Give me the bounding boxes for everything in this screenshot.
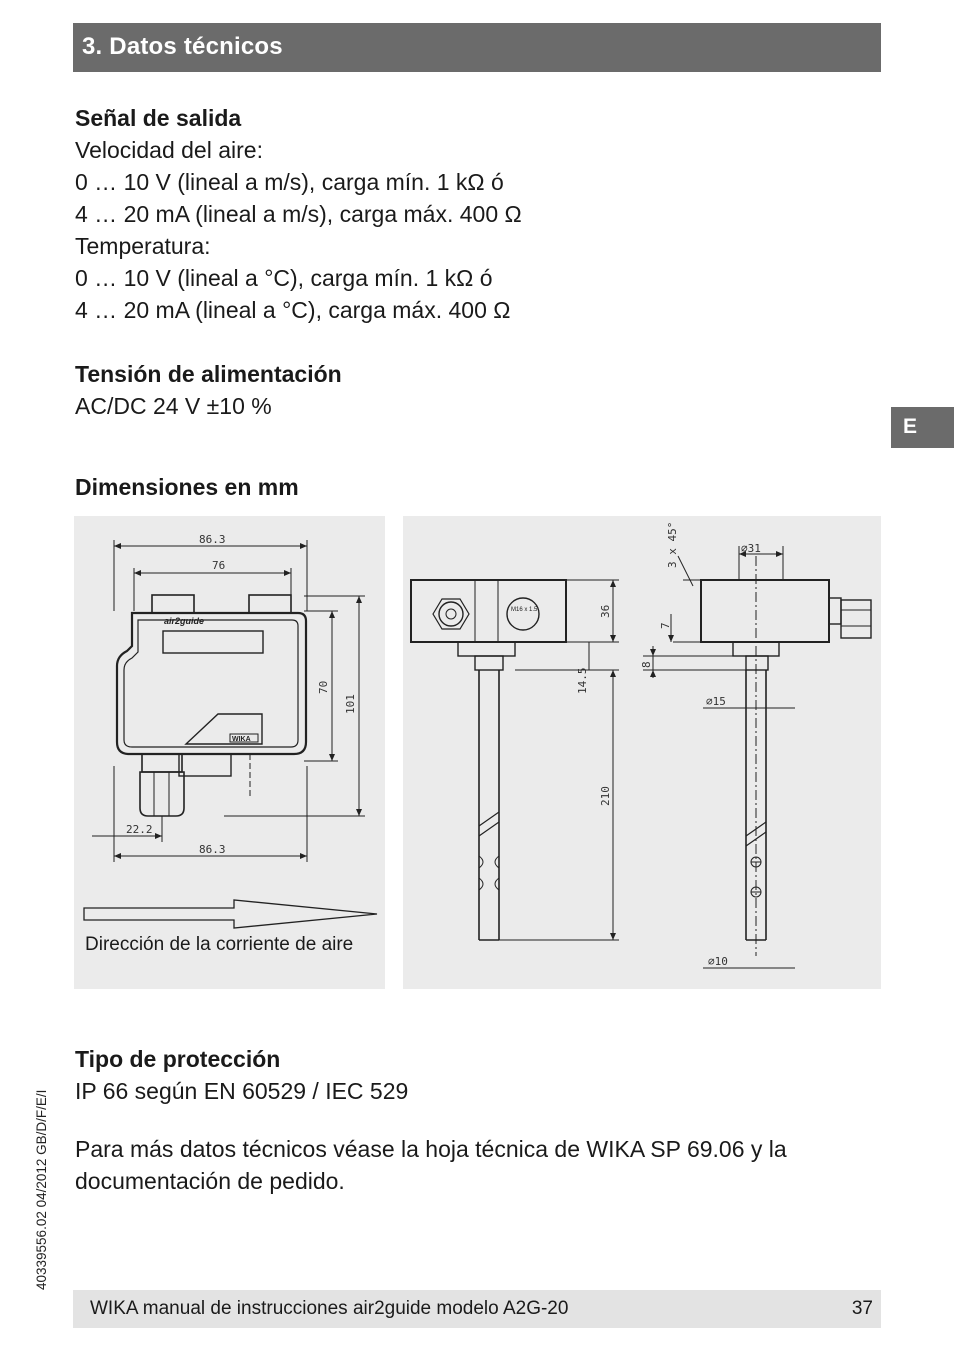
dim-height-101: 101 — [344, 694, 357, 714]
dim-gland: 22.2 — [126, 823, 153, 836]
air-flow-caption: Dirección de la corriente de aire — [85, 934, 354, 955]
section-header — [73, 23, 881, 72]
document-code: 40339556.02 04/2012 GB/D/F/E/I — [34, 1089, 49, 1290]
dim-dia-15: ⌀15 — [706, 695, 726, 708]
dim-width-inner: 76 — [212, 559, 226, 572]
footer-text: WIKA manual de instrucciones air2guide modelo A2G-20 — [90, 1298, 569, 1319]
supply-section — [75, 358, 342, 422]
output-signal-heading: Señal de salida — [75, 105, 242, 131]
supply-heading: Tensión de alimentación — [75, 361, 342, 387]
side-view-drawing — [403, 516, 881, 989]
dimensions-heading: Dimensiones en mm — [75, 474, 299, 500]
dim-width-total: 86.3 — [199, 533, 226, 546]
front-view-drawing — [74, 516, 385, 989]
more-info-line: documentación de pedido. — [75, 1168, 345, 1194]
dim-36: 36 — [599, 604, 612, 618]
page-number: 37 — [851, 1298, 873, 1319]
dimensions-section — [75, 471, 299, 503]
output-signal-section — [75, 102, 522, 326]
thread-label: M16 x 1.5 — [511, 607, 538, 613]
dim-8: 8 — [640, 661, 653, 668]
output-signal-line: 4 … 20 mA (lineal a °C), carga máx. 400 Ω — [75, 297, 511, 323]
dim-210: 210 — [599, 786, 612, 806]
dim-dia-10: ⌀10 — [708, 955, 728, 968]
dim-height-70: 70 — [317, 680, 330, 694]
supply-value: AC/DC 24 V ±10 % — [75, 393, 272, 419]
footer-bar — [73, 1290, 881, 1328]
wika-logo: WIKA — [232, 736, 251, 743]
dim-14-5: 14.5 — [576, 667, 589, 694]
output-signal-line: 0 … 10 V (lineal a m/s), carga mín. 1 kΩ ó — [75, 169, 504, 195]
dim-width-bottom: 86.3 — [199, 843, 226, 856]
dim-7: 7 — [659, 622, 672, 629]
output-signal-line: Velocidad del aire: — [75, 137, 263, 163]
language-tab-label: E — [903, 415, 918, 438]
front-view-svg — [74, 516, 385, 989]
output-signal-line: Temperatura: — [75, 233, 211, 259]
protection-section — [75, 1043, 408, 1107]
dim-chamfer: 3 x 45° — [666, 521, 679, 568]
air2guide-logo: air2guide — [164, 616, 205, 626]
section-title: 3. Datos técnicos — [82, 33, 283, 60]
language-tab[interactable] — [891, 407, 954, 448]
more-info-line: Para más datos técnicos véase la hoja técnica de WIKA SP 69.06 y la — [75, 1136, 787, 1162]
output-signal-line: 0 … 10 V (lineal a °C), carga mín. 1 kΩ ó — [75, 265, 493, 291]
dim-dia-31: ⌀31 — [741, 542, 761, 555]
output-signal-line: 4 … 20 mA (lineal a m/s), carga máx. 400 Ω — [75, 201, 522, 227]
protection-heading: Tipo de protección — [75, 1046, 281, 1072]
more-info-section — [75, 1133, 787, 1197]
protection-value: IP 66 según EN 60529 / IEC 529 — [75, 1078, 409, 1104]
side-view-svg — [403, 516, 881, 989]
